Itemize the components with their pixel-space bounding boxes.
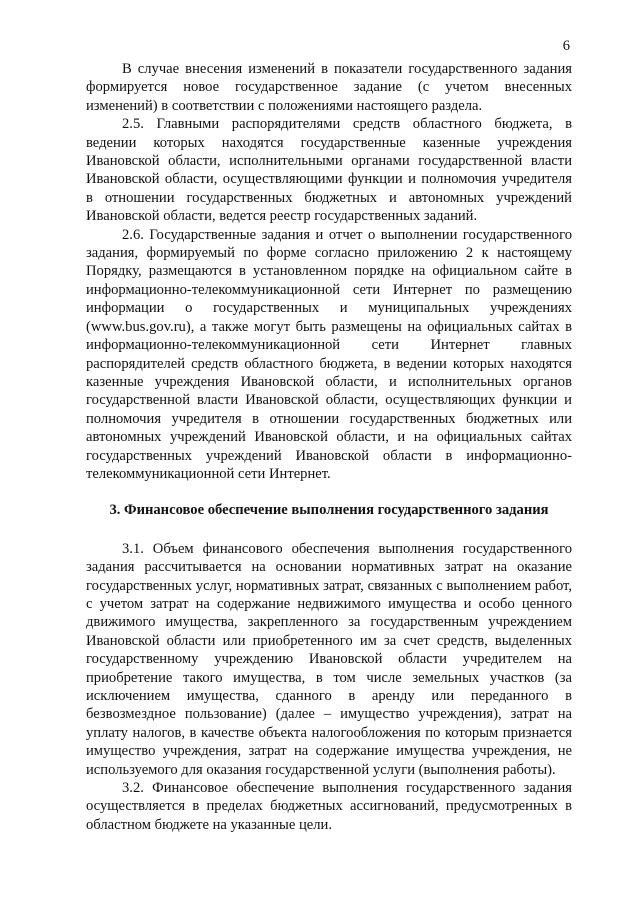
page-number: 6 [562, 38, 570, 54]
paragraph-3-1: 3.1. Объем финансового обеспечения выполнения государственного задания рассчитывается на основании нормативных затрат на оказание государственных услуг, нормативных затрат, связанных с выполнением работ, с учетом затрат на содержание недвижимого имущества и особо ценного движимого имущества, закрепленного за государственным учреждением Ивановской области или приобретенного им за счет средств, выделенных государственному учреждению Ивановской области учредителем на приобретение такого имущества, в том числе земельных участков (за исключением имущества, сданного в аренду или переданного в безвозмездное пользование) (далее – имущество учреждения), затрат на уплату налогов, в качестве объекта налогообложения по которым признается имущество учреждения, затрат на содержание имущества учреждения, не используемого для оказания государственной услуги (выполнения работы). [86, 540, 572, 778]
document-body [86, 60, 572, 834]
paragraph-2-5: 2.5. Главными распорядителями средств областного бюджета, в ведении которых находятся государственные казенные учреждения Ивановской области, исполнительными органами государственной власти Ивановской области, осуществляющими функции и полномочия учредителя в отношении государственных бюджетных и автономных учреждений Ивановской области, ведется реестр государственных заданий. [86, 116, 572, 225]
paragraph-2-6: 2.6. Государственные задания и отчет о выполнении государственного задания, формируемый по форме согласно приложению 2 к настоящему Порядку, размещаются в установленном порядке на официальном сайте в информационно-телекоммуникационной сети Интернет по размещению информации о государственных и муниципальных учреждениях (www.bus.gov.ru), а также могут быть размещены на официальных сайтах в информационно-телекоммуникационной сети Интернет главных распорядителей средств областного бюджета, в ведении которых находятся казенные учреждения Ивановской области, и исполнительных органов государственной власти Ивановской области, осуществляющих функции и полномочия учредителя в отношении государственных бюджетных или автономных учреждений Ивановской области, и на официальных сайтах государственных учреждений Ивановской области в информационно-телекоммуникационной сети Интернет. [86, 226, 572, 482]
section-3-heading: 3. Финансовое обеспечение выполнения государственного задания [109, 502, 549, 519]
paragraph-3-2: 3.2. Финансовое обеспечение выполнения государственного задания осуществляется в пределах бюджетных ассигнований, предусмотренных в областном бюджете на указанные цели. [86, 780, 572, 833]
paragraph-changes: В случае внесения изменений в показатели государственного задания формируется новое государственное задание (с учетом внесенных изменений) в соответствии с положениями настоящего раздела. [86, 61, 572, 114]
